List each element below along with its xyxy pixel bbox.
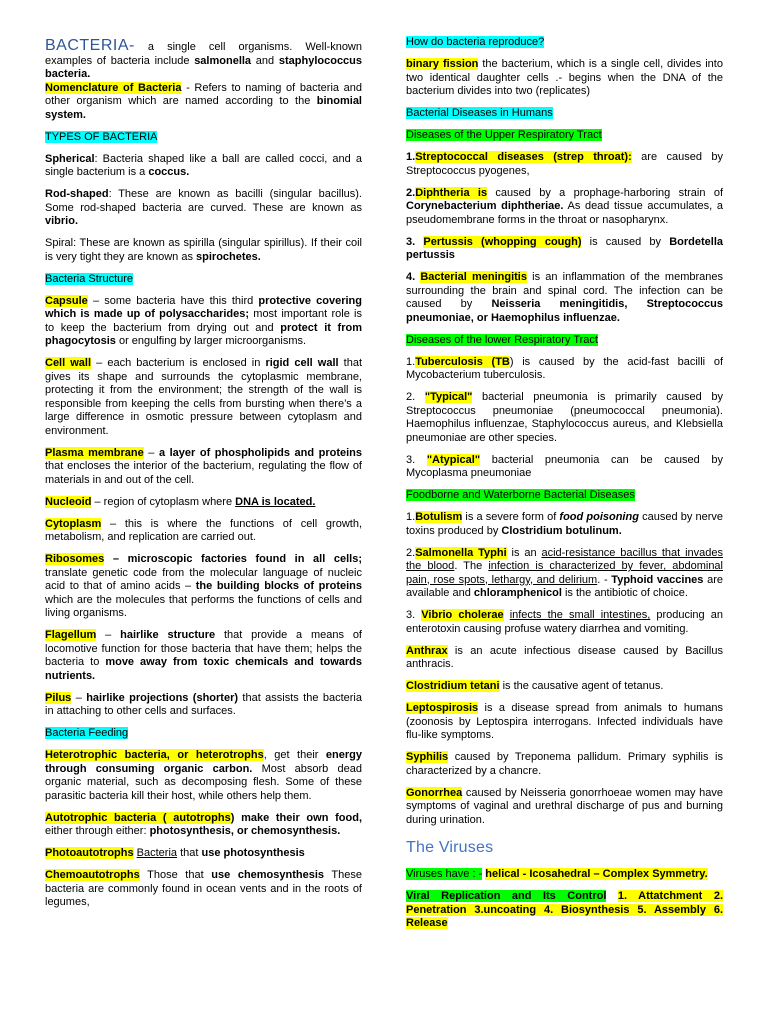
- bold-text: – microscopic factories found in all cells;: [104, 553, 362, 565]
- green-highlighted-text: Viral Replication and Its Control: [406, 890, 607, 902]
- paragraph: [406, 751, 723, 778]
- body-text: producing an enterotoxin causing profuse watery diarrhea and vomiting.: [406, 609, 723, 635]
- section-heading: [45, 727, 362, 741]
- paragraph: [406, 609, 723, 636]
- bold-text: protective covering which is made up of polysaccharides;: [45, 294, 362, 320]
- paragraph: [45, 692, 362, 719]
- paragraph: [406, 271, 723, 325]
- title-text: BACTERIA-: [45, 37, 135, 54]
- body-text: which are the molecules that performs the functions of cells and living organisms.: [45, 593, 362, 619]
- body-text: These bacteria are commonly found in ocean vents and in the roots of legumes,: [45, 869, 363, 908]
- highlighted-term: Photoautotrophs: [45, 847, 134, 859]
- highlighted-term: Botulism: [415, 511, 463, 523]
- body-text: is caused by: [581, 235, 670, 248]
- paragraph: [406, 511, 723, 538]
- body-text: are available and: [406, 573, 723, 599]
- highlighted-term: "Typical": [424, 391, 473, 403]
- highlighted-term: Flagellum: [45, 629, 97, 641]
- body-text: caused by Treponema pallidum. Primary syphilis is characterized by a chancre.: [406, 751, 723, 777]
- bold-text: DNA is located.: [235, 495, 316, 508]
- bold-text: food poisoning: [559, 511, 639, 523]
- body-text: caused by nerve toxins produced by: [406, 511, 723, 537]
- bold-text: hairlike structure: [120, 629, 216, 641]
- section-heading: [406, 36, 723, 50]
- paragraph: [406, 547, 723, 601]
- bold-text: Bordetella pertussis: [406, 235, 724, 261]
- body-text: – each bacterium is enclosed in: [91, 357, 266, 369]
- body-text: 2.: [406, 391, 425, 403]
- bold-text: move away from toxic chemicals and towards nutrients.: [45, 656, 363, 682]
- body-text: –: [71, 691, 87, 704]
- body-text: is the antibiotic of choice.: [561, 587, 688, 599]
- bold-text: spirochetes.: [196, 250, 261, 263]
- bold-text: Clostridium botulinum.: [501, 524, 622, 537]
- bold-text: Rod-shaped: [45, 188, 109, 200]
- highlighted-term: binary fission: [406, 58, 479, 70]
- paragraph: [45, 295, 362, 349]
- body-text: Spiral: These are known as spirilla (singular spirillus). If their coil is very tight they are known as: [45, 237, 362, 263]
- highlighted-term: Pilus: [45, 691, 72, 704]
- paragraph: [45, 447, 362, 488]
- highlighted-term: Plasma membrane: [45, 446, 144, 459]
- highlighted-term: Diphtheria is: [415, 186, 488, 199]
- green-highlighted-text: Diseases of the Upper Respiratory Tract: [406, 129, 602, 141]
- body-text: – this is where the functions of cell growth, metabolism, and replication are carried out.: [45, 517, 362, 543]
- body-text: . -: [597, 573, 612, 586]
- highlighted-term: Heterotrophic bacteria, or heterotrophs: [45, 749, 264, 761]
- body-text: 1.: [406, 511, 416, 523]
- paragraph: [45, 812, 362, 839]
- title-block: [45, 38, 362, 82]
- subsection-heading: [406, 489, 723, 503]
- section-heading: [45, 131, 362, 145]
- highlighted-term: Salmonella Typhi: [415, 546, 507, 559]
- body-text: : Bacteria shaped like a ball are called cocci, and a single bacterium is a: [45, 152, 362, 178]
- underlined-text: infection is characterized by fever, abdominal pain, rose spots, lethargy, and delirium: [406, 560, 723, 586]
- subsection-heading: [406, 129, 723, 143]
- body-text: – some bacteria have this third: [87, 294, 259, 307]
- body-text: are caused by Streptococcus pyogenes,: [406, 151, 724, 177]
- paragraph: [406, 890, 723, 931]
- bold-text: 3.: [406, 235, 424, 248]
- body-text: is an acute infectious disease caused by Bacillus anthracis.: [406, 644, 723, 670]
- body-text: Most absorb dead organic material, such as decomposing flesh. Some of these parasitic bacteria kill their host, while others help them.: [45, 762, 362, 802]
- highlighted-term: Streptococcal diseases (strep throat):: [415, 151, 632, 163]
- body-text: ) is caused by the acid-fast bacilli of Mycobacterium tuberculosis.: [406, 355, 723, 381]
- title-text: The Viruses: [406, 839, 494, 856]
- highlighted-term: Nomenclature of Bacteria: [45, 81, 182, 94]
- body-text: is an inflammation of the membranes surrounding the brain and spinal cord. The infection can be caused by: [406, 271, 723, 310]
- paragraph: [406, 680, 723, 694]
- paragraph: [406, 391, 723, 445]
- bold-text: coccus.: [148, 166, 190, 178]
- paragraph: [45, 188, 362, 229]
- section-heading-text: Bacteria Feeding: [45, 727, 129, 739]
- section-heading-text: Bacterial Diseases in Humans: [406, 107, 553, 119]
- section-heading-text: TYPES OF BACTERIA: [45, 130, 158, 143]
- bold-text: energy through consuming organic carbon.: [45, 749, 362, 775]
- highlighted-term: Vibrio cholerae: [421, 609, 504, 621]
- title-block: [406, 840, 723, 858]
- paragraph: [406, 868, 723, 882]
- bold-text: use photosynthesis: [201, 847, 305, 859]
- left-column: [45, 38, 362, 918]
- highlighted-term: Anthrax: [406, 644, 448, 657]
- body-text: is a disease spread from animals to humans (zoonosis by Leptospira interrogans. Infected individuals have flu-like symptoms.: [406, 702, 723, 741]
- body-text: either through either:: [45, 825, 150, 837]
- highlighted-term: Autotrophic bacteria ( autotrophs: [45, 811, 231, 824]
- highlighted-term: Cytoplasm: [45, 517, 102, 530]
- paragraph: [406, 787, 723, 828]
- bold-text: staphylococcus bacteria.: [45, 54, 363, 80]
- body-text: –: [143, 446, 159, 459]
- highlighted-term: "Atypical": [426, 453, 481, 466]
- body-text: or engulfing by larger microorganisms.: [115, 335, 307, 347]
- body-text: that assists the bacteria in attaching to other cells and surfaces.: [45, 691, 362, 717]
- bold-text: the building blocks of proteins: [195, 580, 362, 592]
- body-text: is an: [506, 546, 542, 559]
- paragraph: [45, 357, 362, 438]
- bold-text: use chemosynthesis: [211, 869, 325, 881]
- highlighted-term: Clostridium tetani: [406, 680, 500, 692]
- bold-text: 2.: [406, 186, 416, 199]
- paragraph: [406, 58, 723, 99]
- bold-text: 4.: [406, 271, 421, 283]
- highlighted-term: Nucleoid: [45, 495, 92, 508]
- underlined-text: infects the small intestines,: [509, 609, 651, 621]
- paragraph: [406, 454, 723, 481]
- bold-text: Neisseria meningitidis, Streptococcus pneumoniae, or Haemophilus influenzae.: [406, 298, 723, 324]
- underlined-text: acid-resistance bacillus that invades the blood: [406, 546, 723, 572]
- bold-text: 1.: [406, 151, 416, 163]
- highlighted-term: Pertussis (whopping cough): [423, 235, 582, 248]
- underlined-text: Bacteria: [136, 847, 178, 859]
- highlighted-term: Cell wall: [45, 357, 92, 369]
- body-text: : These are known as bacilli (singular bacillus). Some rod-shaped bacteria are curved. These are known as: [45, 188, 362, 214]
- paragraph: [406, 236, 723, 263]
- highlighted-term: Syphilis: [406, 751, 449, 763]
- paragraph: [45, 629, 362, 683]
- body-text: , get their: [263, 749, 326, 761]
- highlighted-term: 1. Attatchment 2. Penetration 3.uncoating 4. Biosynthesis 5. Assembly 6. Release: [406, 890, 723, 929]
- body-text: As dead tissue accumulates, a pseudomembrane forms in the throat or nasopharynx.: [406, 200, 723, 226]
- paragraph: [45, 518, 362, 545]
- body-text: that provide a means of locomotive function for those bacteria that have them; helps the bacteria to: [45, 629, 362, 668]
- body-text: Those that: [139, 869, 212, 881]
- body-text: 1.: [406, 355, 416, 368]
- bold-text: photosynthesis, or chemosynthesis.: [149, 825, 341, 837]
- body-text: - Refers to naming of bacteria and other organism which are named according to the: [45, 81, 363, 107]
- bold-text: a layer of phospholipids and proteins: [158, 446, 363, 459]
- section-heading: [45, 273, 362, 287]
- body-text: a single cell organisms. Well-known examples of bacteria include: [45, 41, 362, 67]
- paragraph: [45, 749, 362, 803]
- highlighted-term: Ribosomes: [45, 553, 105, 565]
- body-text: bacterial pneumonia can be caused by Mycoplasma pneumoniae: [406, 453, 724, 479]
- body-text: the bacterium, which is a single cell, divides into two identical daughter cells .- begins when the DNA of the bacterium divides into two (replicates): [406, 58, 723, 97]
- bold-text: hairlike projections (shorter): [86, 691, 239, 704]
- body-text: translate genetic code from the molecular language of nucleic acid to that of amino acids –: [45, 566, 362, 592]
- paragraph: [45, 847, 362, 861]
- paragraph: [45, 82, 362, 123]
- body-text: that: [177, 847, 202, 859]
- highlighted-term: Leptospirosis: [406, 702, 479, 714]
- paragraph: [45, 153, 362, 180]
- body-text: –: [96, 629, 121, 641]
- highlighted-term: Tuberculosis (TB: [415, 355, 510, 368]
- bold-text: salmonella: [194, 54, 252, 67]
- body-text: most important role is to keep the bacterium from drying out and: [45, 308, 363, 334]
- body-text: 2.: [406, 546, 416, 559]
- highlighted-term: Chemoautotrophs: [45, 869, 140, 881]
- paragraph: [45, 869, 362, 910]
- green-highlighted-text: Viruses have : -: [406, 868, 483, 880]
- bold-text: protect it from phagocytosis: [45, 321, 363, 347]
- green-highlighted-text: Foodborne and Waterborne Bacterial Diseases: [406, 489, 635, 501]
- body-text: [606, 890, 618, 902]
- paragraph: [406, 151, 723, 178]
- body-text: is a severe form of: [462, 511, 560, 523]
- body-text: 3.: [406, 453, 427, 466]
- subsection-heading: [406, 334, 723, 348]
- section-heading: [406, 107, 723, 121]
- body-text: and: [251, 54, 279, 67]
- paragraph: [45, 496, 362, 510]
- body-text: that encloses the interior of the bacterium, regulating the flow of materials in and out of the cell.: [45, 460, 362, 486]
- bold-text: Typhoid vaccines: [611, 573, 704, 586]
- right-column: [406, 36, 723, 939]
- bold-text: binomial system.: [45, 95, 362, 121]
- bold-text: ) make their own food,: [230, 811, 362, 824]
- section-heading-text: Bacteria Structure: [45, 272, 134, 285]
- body-text: that gives its shape and surrounds the cytoplasmic membrane, protecting it from the environment; the strength of the wall is responsible from keeping the cells from bursting when there’s a large difference in osmotic pressure between cytoplasm and environment.: [45, 357, 363, 437]
- paragraph: [406, 645, 723, 672]
- paragraph: [406, 356, 723, 383]
- highlighted-term: Gonorrhea: [406, 786, 463, 799]
- bold-text: vibrio.: [45, 215, 79, 227]
- paragraph: [45, 553, 362, 621]
- body-text: caused by a prophage-harboring strain of: [487, 186, 723, 199]
- paragraph: [45, 237, 362, 264]
- bold-text: chloramphenicol: [473, 587, 562, 599]
- paragraph: [406, 702, 723, 743]
- body-text: . The: [454, 560, 489, 572]
- paragraph: [406, 187, 723, 228]
- highlighted-term: helical - Icosahedral – Complex Symmetry.: [485, 868, 708, 880]
- body-text: – region of cytoplasm where: [91, 495, 236, 508]
- body-text: caused by Neisseria gonorrhoeae women may have symptoms of vaginal and urethral discharge of pus and burning during urination.: [406, 786, 723, 826]
- green-highlighted-text: Diseases of the lower Respiratory Tract: [406, 333, 598, 346]
- highlighted-term: Capsule: [45, 294, 88, 307]
- body-text: is the causative agent of tetanus.: [499, 680, 664, 692]
- bold-text: rigid cell wall: [265, 357, 339, 369]
- body-text: 3.: [406, 609, 422, 621]
- highlighted-term: Bacterial meningitis: [420, 271, 527, 283]
- bold-text: Corynebacterium diphtheriae.: [406, 200, 564, 212]
- bold-text: Spherical: [45, 152, 95, 165]
- section-heading-text: How do bacteria reproduce?: [406, 36, 545, 48]
- body-text: bacterial pneumonia is primarily caused by Streptococcus pneumoniae (pneumococcal pneumonia). Haemophilus influenzae, Staphylococcus aureus, and Klebsiella pneumoniae are other species.: [406, 391, 724, 444]
